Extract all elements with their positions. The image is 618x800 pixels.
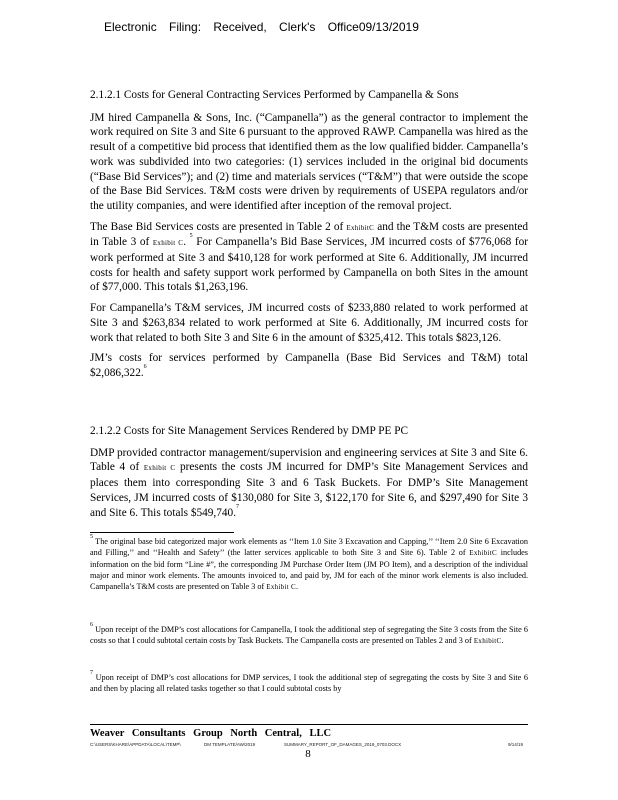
text-run: Upon receipt of DMP’s cost allocations for DMP services, I took the additional step of segregating the costs by Site 3 and Site 6 and then by placing all related tasks together so that I could subtotal costs by	[90, 673, 528, 693]
footnote-7	[90, 672, 528, 694]
text-run: DMP provided contractor management/supervision and engineering services at Site 3 and Site 6. Table 4 of	[90, 446, 528, 474]
exhibit-ref: ExhibitC	[469, 549, 497, 557]
footer-rule	[90, 724, 528, 725]
text-run: .	[183, 236, 190, 249]
text-run: .	[295, 582, 299, 591]
text-run: Upon receipt of the DMP’s cost allocations for Campanella, I took the additional step of segregating the Site 3 costs from the Site 6 costs so that I could subtotal certain costs by Task Buckets. The Campanella costs are presented on Tables 2 and 3 of	[90, 625, 528, 645]
text-run: The original base bid categorized major work elements as ‘‘Item 1.0 Site 3 Excavation and Capping,’’ ‘‘Item 2.0 Site 6 Excavation and Filling,’’ and ‘‘Health and Safety’’ (the latter services applicable to both Site 3 and Site 6). Table 2 of	[90, 537, 528, 557]
filing-stamp: Electronic Filing: Received, Clerk's Office09/13/2019	[104, 20, 419, 34]
section-heading-campanella: 2.1.2.1 Costs for General Contracting Services Performed by Campanella & Sons	[90, 89, 459, 101]
footnote-number: 7	[90, 670, 93, 676]
section-heading-dmp: 2.1.2.2 Costs for Site Management Services Rendered by DMP PE PC	[90, 425, 409, 437]
exhibit-ref: ExhibitC	[473, 637, 502, 645]
footnote-ref-6: 6	[143, 363, 147, 370]
text-run: includes information on the bid form “Line #”, the corresponding JM Purchase Order Item (JM PO Item), and a description of the individual major and minor work elements. The amounts invoiced to, and paid by, JM for each of the minor work elements is also included. Campanella’s T&M costs are presented on Table 3 of	[90, 548, 528, 591]
exhibit-ref: Exhibit C	[266, 583, 296, 591]
text-run: JM’s costs for services performed by Campanella (Base Bid Services and T&M) total $2,086,322.	[90, 352, 528, 379]
section-2-1-2-1	[90, 88, 528, 387]
paragraph-dmp-services	[90, 446, 528, 521]
paragraph-campanella-total	[90, 351, 528, 380]
footer-template-code: DM TEMPLATE/AW/2019	[204, 742, 256, 747]
exhibit-ref: Exhibit C	[143, 464, 176, 473]
paragraph-base-bid	[90, 220, 528, 296]
paragraph-campanella-hire: JM hired Campanella & Sons, Inc. (“Campanella”) as the general contractor to implement the work required on Site 3 and Site 6 pursuant to the approved RAWP. Campanella was hired as the result of a competitive bid process that identified them as the low qualified bidder. Campanella’s work was subdivided into two categories: (1) services included in the original bid documents (“Base Bid Services”); and (2) time and materials services (“T&M”) that were outside the scope of the Base Bid Services. T&M costs were driven by requirements of USEPA regulators and/or the utility companies, and were identified after inception of the removal project.	[90, 111, 528, 212]
footnote-ref-5: 5	[189, 233, 193, 240]
text-run: For Campanella’s Bid Base Services, JM incurred costs of $776,068 for work performed at Site 3 and $410,128 for work performed at Site 6. Additionally, JM incurred costs for health and safety support work performed by Campanella on both Sites in the amount of $77,000. This totals $1,263,196.	[90, 236, 528, 294]
text-run: .	[501, 636, 504, 645]
section-2-1-2-2	[90, 424, 528, 526]
text-run: and the T&M costs are presented in Table 3 of	[90, 220, 528, 249]
paragraph-tm-services: For Campanella’s T&M services, JM incurred costs of $233,880 related to work performed at Site 3 and $263,834 related to work performed at Site 6. Additionally, JM incurred costs for work that related to both Site 3 and Site 6 in the amount of $325,412. This totals $823,126.	[90, 302, 528, 344]
footnote-number: 5	[90, 534, 93, 540]
footnote-number: 6	[90, 622, 93, 628]
footnote-6	[90, 624, 528, 647]
footnote-ref-7: 7	[236, 503, 240, 510]
text-run: The Base Bid Services costs are presented in Table 2 of	[90, 220, 347, 233]
footnote-5	[90, 536, 528, 593]
footnote-separator	[90, 532, 234, 533]
exhibit-ref: ExhibitC	[346, 223, 375, 232]
firm-name: Weaver Consultants Group North Central, LLC	[90, 728, 332, 739]
footer-date: 9/14/19	[508, 742, 524, 747]
exhibit-ref: Exhibit C	[152, 239, 184, 248]
footer-file-path: C:\USERS\KHARE\APPDATA\LOCAL\TEMP\	[90, 742, 181, 747]
footer-document-name: SUMMARY_REPORT_OF_DAMAGES_2019_0703.DOCX	[284, 742, 402, 747]
text-run: presents the costs JM incurred for DMP’s Site Management Services and places them into corresponding Site 3 and 6 Task Buckets. For DMP’s Site Management Services, JM incurred costs of $130,080 for Site 3, $122,170 for Site 6, and $297,490 for Site 3 and Site 6. This totals $549,740.	[90, 461, 528, 519]
page-number: 8	[305, 748, 311, 760]
